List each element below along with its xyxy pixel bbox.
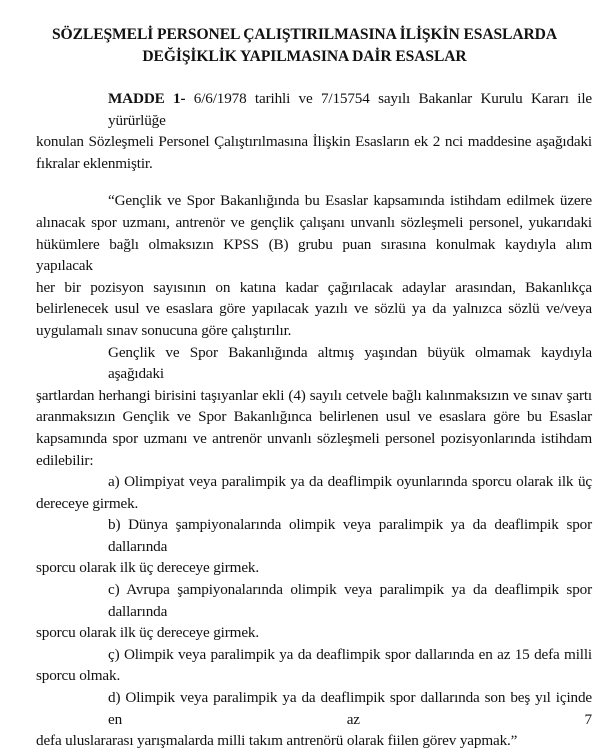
list-item-line: defa uluslararası yarışmalarda milli takım antrenörü olarak fiilen görev yapmak.” [36, 732, 518, 750]
paragraph-line: şartlardan herhangi birisini taşıyanlar ekli (4) sayılı cetvele bağlı kalınmaksızın ve sınav şartı [36, 386, 592, 404]
paragraph-line: Gençlik ve Spor Bakanlığında altmış yaşından büyük olmamak kaydıyla aşağıdaki [108, 343, 592, 383]
article-line: fıkralar eklenmiştir. [36, 154, 153, 172]
list-item-c [36, 579, 592, 644]
list-item-line: sporcu olarak ilk üç dereceye girmek. [36, 624, 260, 642]
list-item-line: sporcu olarak ilk üç dereceye girmek. [36, 559, 260, 577]
list-item-line: ç) Olimpik veya paralimpik ya da deaflimpik spor dallarında en az 15 defa milli [108, 645, 592, 663]
document-title [0, 24, 609, 68]
article-line: MADDE 1- 6/6/1978 tarihli ve 7/15754 sayılı Bakanlar Kurulu Kararı ile yürürlüğe [108, 90, 592, 129]
paragraph-1 [36, 190, 592, 341]
list-item-line: dereceye girmek. [36, 494, 139, 512]
title-line-1: SÖZLEŞMELİ PERSONEL ÇALIŞTIRILMASINA İLİŞKİN ESASLARDA [51, 26, 558, 43]
paragraph-line: edilebilir: [36, 451, 94, 469]
list-item-line: b) Dünya şampiyonalarında olimpik veya paralimpik ya da deaflimpik spor dallarında [108, 516, 592, 555]
list-item-line: a) Olimpiyat veya paralimpik ya da deaflimpik oyunlarında sporcu olarak ilk üç [108, 473, 592, 491]
spacer [36, 174, 592, 190]
list-item-b [36, 514, 592, 579]
paragraph-line: uygulamalı sınav sonucuna göre çalıştırılır. [36, 321, 292, 339]
paragraph-line: kapsamında spor uzmanı ve antrenör unvanlı sözleşmeli personel pozisyonlarında istihdam [36, 429, 592, 447]
list-item-line: d) Olimpik veya paralimpik ya da deaflimpik spor dallarında son beş yıl içinde en az 7 [108, 689, 592, 728]
list-item-c-cedilla [36, 644, 592, 687]
document-body [36, 88, 592, 752]
paragraph-line: “Gençlik ve Spor Bakanlığında bu Esaslar kapsamında istihdam edilmek üzere [108, 192, 592, 210]
title-line-2: DEĞİŞİKLİK YAPILMASINA DAİR ESASLAR [142, 48, 467, 65]
article-line: konulan Sözleşmeli Personel Çalıştırılmasına İlişkin Esasların ek 2 nci maddesine aşağıdaki [36, 133, 592, 151]
paragraph-line: hükümlere bağlı olmaksızın KPSS (B) grubu puan sırasına konulmak kaydıyla alım yapılacak [36, 235, 592, 275]
list-item-line: c) Avrupa şampiyonalarında olimpik veya paralimpik ya da deaflimpik spor dallarında [108, 581, 592, 620]
list-item-line: sporcu olmak. [36, 667, 121, 685]
article-paragraph [36, 88, 592, 174]
list-item-d [36, 687, 592, 752]
paragraph-2 [36, 342, 592, 472]
paragraph-line: aranmaksızın Gençlik ve Spor Bakanlığınca belirlenen usul ve esaslara göre bu Esaslar [36, 408, 592, 426]
list-item-a [36, 471, 592, 514]
paragraph-line: belirlenecek usul ve esaslara göre yapılacak yazılı ve sözlü ya da yalnızca sözlü ve/veya [36, 300, 592, 318]
paragraph-line: her bir pozisyon sayısının on katına kadar çağırılacak adaylar arasından, Bakanlıkça [36, 278, 592, 296]
article-label: MADDE 1- [108, 90, 186, 107]
paragraph-line: alınacak spor uzmanı, antrenör ve gençlik çalışanı unvanlı sözleşmeli personel, yukarıdaki [36, 213, 592, 231]
